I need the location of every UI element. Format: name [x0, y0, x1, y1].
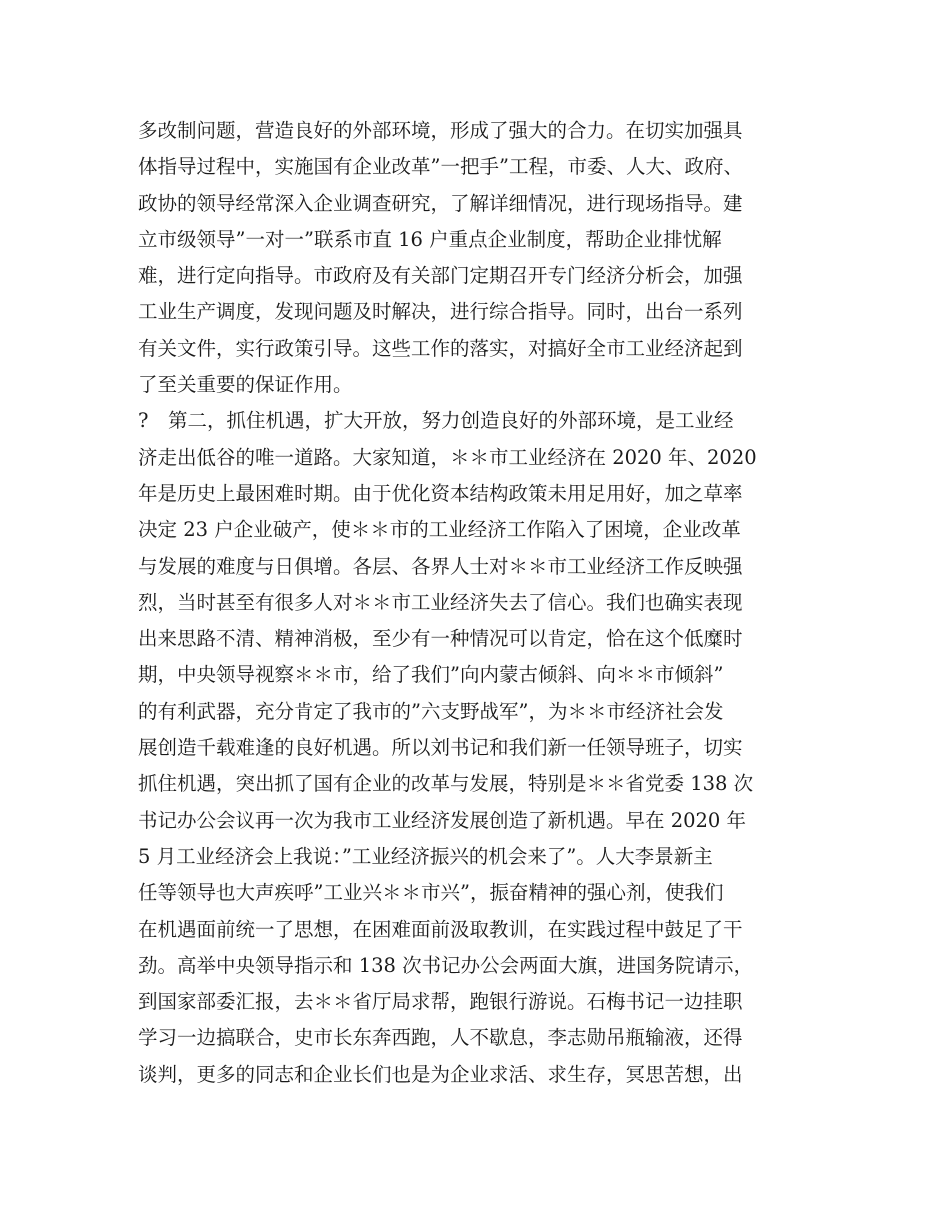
- text-line: 济走出低谷的唯一道路。大家知道，＊＊市工业经济在 2020 年、2020: [138, 445, 757, 469]
- text-line: 学习一边搞联合，史市长东奔西跑，人不歇息，李志勋吊瓶输液，还得: [138, 1026, 743, 1050]
- text-line: 与发展的难度与日俱增。各层、各界人士对＊＊市工业经济工作反映强: [138, 554, 743, 578]
- text-line: 在机遇面前统一了思想，在困难面前汲取教训，在实践过程中鼓足了干: [138, 917, 743, 941]
- text-line: 任等领导也大声疾呼”工业兴＊＊市兴”，振奋精神的强心剂，使我们: [138, 881, 724, 905]
- text-line: ? 第二，抓住机遇，扩大开放，努力创造良好的外部环境，是工业经: [138, 409, 734, 433]
- text-line: 体指导过程中，实施国有企业改革”一把手”工程，市委、人大、政府、: [138, 155, 743, 179]
- text-line: 了至关重要的保证作用。: [138, 373, 353, 397]
- text-line: 年是历史上最困难时期。由于优化资本结构政策未用足用好，加之草率: [138, 481, 743, 505]
- text-line: 抓住机遇，突出抓了国有企业的改革与发展，特别是＊＊省党委 138 次: [138, 772, 754, 796]
- text-line: 决定 23 户企业破产，使＊＊市的工业经济工作陷入了困境，企业改革: [138, 518, 741, 542]
- text-line: 立市级领导”一对一”联系市直 16 户重点企业制度，帮助企业排忧解: [138, 227, 722, 251]
- text-line: 谈判，更多的同志和企业长们也是为企业求活、求生存，冥思苦想，出: [138, 1062, 743, 1086]
- text-line: 展创造千载难逢的良好机遇。所以刘书记和我们新一任领导班子，切实: [138, 736, 743, 760]
- text-line: 到国家部委汇报，去＊＊省厅局求帮，跑银行游说。石梅书记一边挂职: [138, 990, 743, 1014]
- text-line: 多改制问题，营造良好的外部环境，形成了强大的合力。在切实加强具: [138, 119, 743, 142]
- text-line: 烈，当时甚至有很多人对＊＊市工业经济失去了信心。我们也确实表现: [138, 590, 743, 614]
- text-line: 劲。高举中央领导指示和 138 次书记办公会两面大旗，进国务院请示，: [138, 953, 754, 977]
- text-line: 5 月工业经济会上我说：”工业经济振兴的机会来了”。人大李景新主: [138, 844, 713, 868]
- body-text: [138, 113, 828, 1093]
- text-line: 政协的领导经常深入企业调查研究，了解详细情况，进行现场指导。建: [138, 191, 743, 215]
- text-line: 工业生产调度，发现问题及时解决，进行综合指导。同时，出台一系列: [138, 300, 743, 324]
- text-line: 期，中央领导视察＊＊市，给了我们”向内蒙古倾斜、向＊＊市倾斜”: [138, 663, 724, 687]
- text-line: 有关文件，实行政策引导。这些工作的落实，对搞好全市工业经济起到: [138, 336, 743, 360]
- text-line: 的有利武器，充分肯定了我市的”六支野战军”，为＊＊市经济社会发: [138, 699, 724, 723]
- text-line: 书记办公会议再一次为我市工业经济发展创造了新机遇。早在 2020 年: [138, 808, 747, 832]
- text-line: 出来思路不清、精神消极，至少有一种情况可以肯定，恰在这个低糜时: [138, 627, 743, 651]
- text-line: 难，进行定向指导。市政府及有关部门定期召开专门经济分析会，加强: [138, 264, 743, 288]
